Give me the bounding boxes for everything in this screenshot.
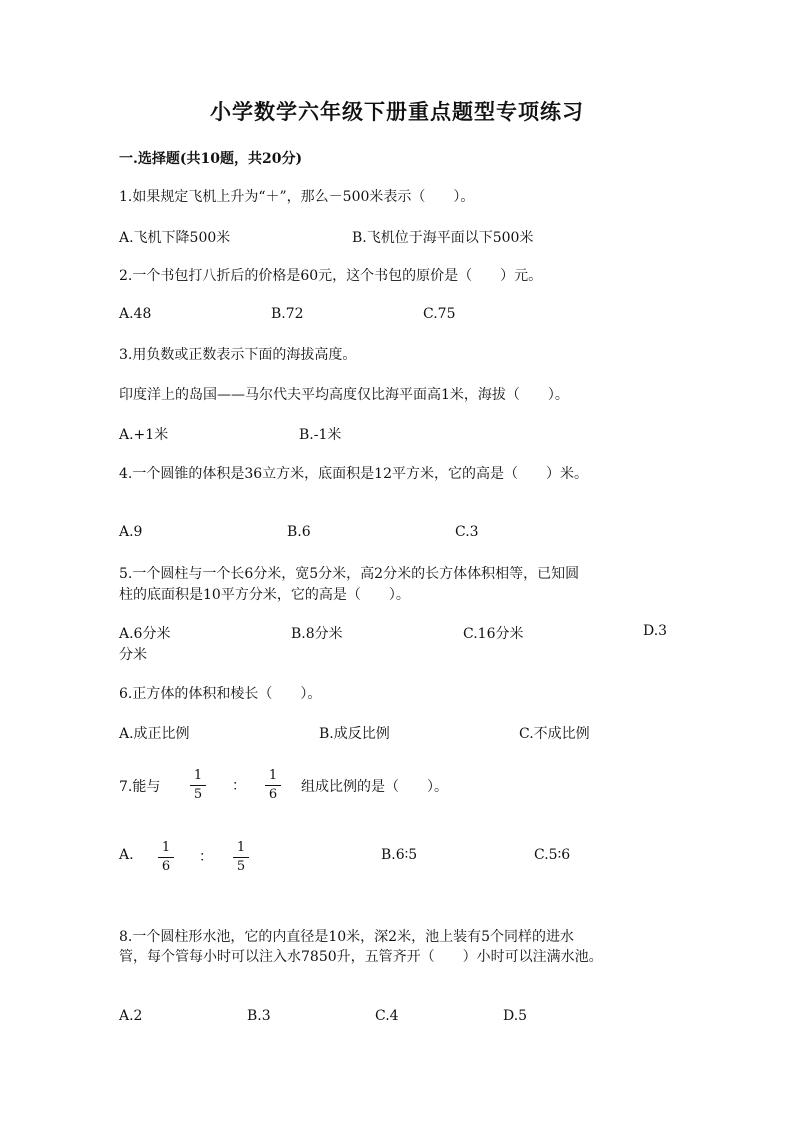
question-8-option-d: D.5 — [503, 1008, 528, 1024]
question-8-stem: 8.一个圆柱形水池，它的内直径是10米，深2米，池上装有5个同样的进水 — [119, 929, 574, 945]
question-8-option-c: C.4 — [375, 1008, 399, 1024]
question-7-option-c: C.5∶6 — [534, 847, 571, 863]
fraction-bar — [190, 785, 206, 786]
question-3-option-b: B.-1米 — [299, 427, 342, 443]
question-2-option-b: B.72 — [271, 306, 304, 322]
question-7-option-a-label: A. — [119, 847, 134, 863]
question-2-option-a: A.48 — [119, 306, 152, 322]
question-8-option-a: A.2 — [119, 1008, 143, 1024]
question-6-option-b: B.成反比例 — [319, 726, 390, 742]
question-5-option-d: D.3 — [643, 623, 668, 639]
fraction-numerator: 1 — [236, 840, 246, 855]
question-4-option-b: B.6 — [287, 524, 311, 540]
question-5-option-d-wrap: 分米 — [119, 647, 147, 663]
fraction-bar — [265, 785, 281, 786]
section-heading: 一.选择题(共10题，共20分) — [119, 151, 303, 167]
fraction-numerator: 1 — [193, 768, 203, 783]
question-5-option-b: B.8分米 — [291, 626, 343, 642]
fraction-denominator: 5 — [193, 787, 203, 802]
question-7-prefix: 7.能与 — [119, 779, 161, 795]
question-6-option-a: A.成正比例 — [119, 726, 190, 742]
question-5-option-a: A.6分米 — [119, 626, 171, 642]
question-6-stem: 6.正方体的体积和棱长（ ）。 — [119, 686, 322, 702]
fraction-bar — [233, 857, 249, 858]
fraction-bar — [158, 857, 174, 858]
question-5-stem: 5.一个圆柱与一个长6分米，宽5分米，高2分米的长方体体积相等，已知圆 — [119, 566, 580, 582]
question-3-option-a: A.+1米 — [119, 427, 169, 443]
fraction-numerator: 1 — [161, 840, 171, 855]
question-1-stem: 1.如果规定飞机上升为“＋”，那么－500米表示（ ）。 — [119, 189, 475, 205]
question-8-option-b: B.3 — [247, 1008, 271, 1024]
question-6-option-c: C.不成比例 — [519, 726, 590, 742]
question-8-stem-line-2: 管，每个管每小时可以注入水7850升，五管齐开（ ）小时可以注满水池。 — [119, 949, 603, 965]
question-7-fraction-1 — [188, 768, 208, 803]
fraction-denominator: 6 — [161, 859, 171, 874]
fraction-denominator: 6 — [268, 787, 278, 802]
question-4-stem: 4.一个圆锥的体积是36立方米，底面积是12平方米，它的高是（ ）米。 — [119, 466, 588, 482]
page-title: 小学数学六年级下册重点题型专项练习 — [210, 99, 584, 124]
question-3-stem-line-2: 印度洋上的岛国——马尔代夫平均高度仅比海平面高1米，海拔（ ）。 — [119, 387, 569, 403]
question-7-fraction-2 — [263, 768, 283, 803]
question-2-option-c: C.75 — [423, 306, 456, 322]
question-7-suffix: 组成比例的是（ ）。 — [301, 779, 448, 795]
question-1-option-b: B.飞机位于海平面以下500米 — [352, 230, 534, 246]
question-7-option-b: B.6∶5 — [381, 847, 418, 863]
question-5-option-c: C.16分米 — [463, 626, 524, 642]
fraction-numerator: 1 — [268, 768, 278, 783]
question-7-option-a-fraction-1 — [156, 840, 176, 875]
question-7-colon: ： — [232, 778, 246, 794]
question-5-stem-line-2: 柱的底面积是10平方分米，它的高是（ ）。 — [119, 587, 410, 603]
question-7-option-a-fraction-2 — [231, 840, 251, 875]
question-4-option-c: C.3 — [455, 524, 479, 540]
question-7-option-a-colon: ： — [199, 849, 213, 865]
fraction-denominator: 5 — [236, 859, 246, 874]
question-3-stem: 3.用负数或正数表示下面的海拔高度。 — [119, 347, 357, 363]
question-2-stem: 2.一个书包打八折后的价格是60元，这个书包的原价是（ ）元。 — [119, 268, 543, 284]
question-1-option-a: A.飞机下降500米 — [119, 230, 231, 246]
question-4-option-a: A.9 — [119, 524, 143, 540]
